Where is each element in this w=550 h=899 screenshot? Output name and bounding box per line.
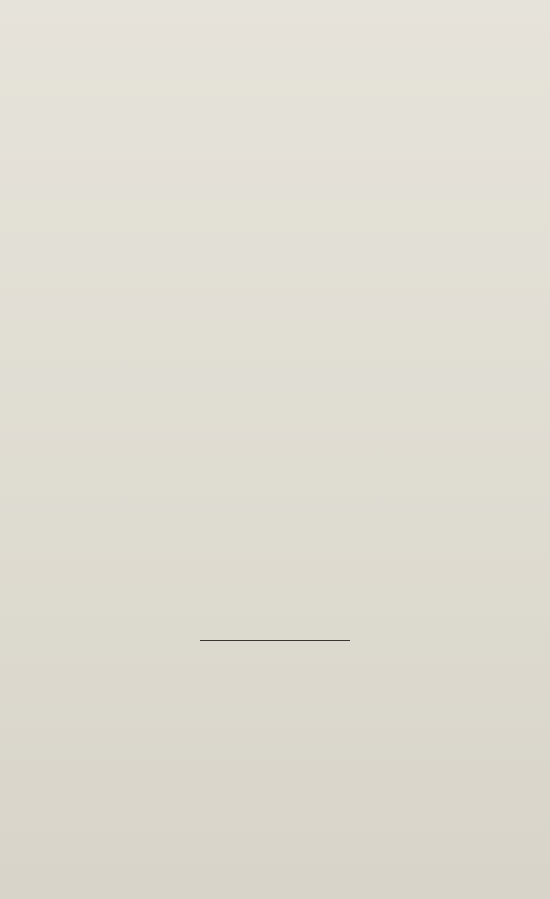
divider [200,640,350,641]
